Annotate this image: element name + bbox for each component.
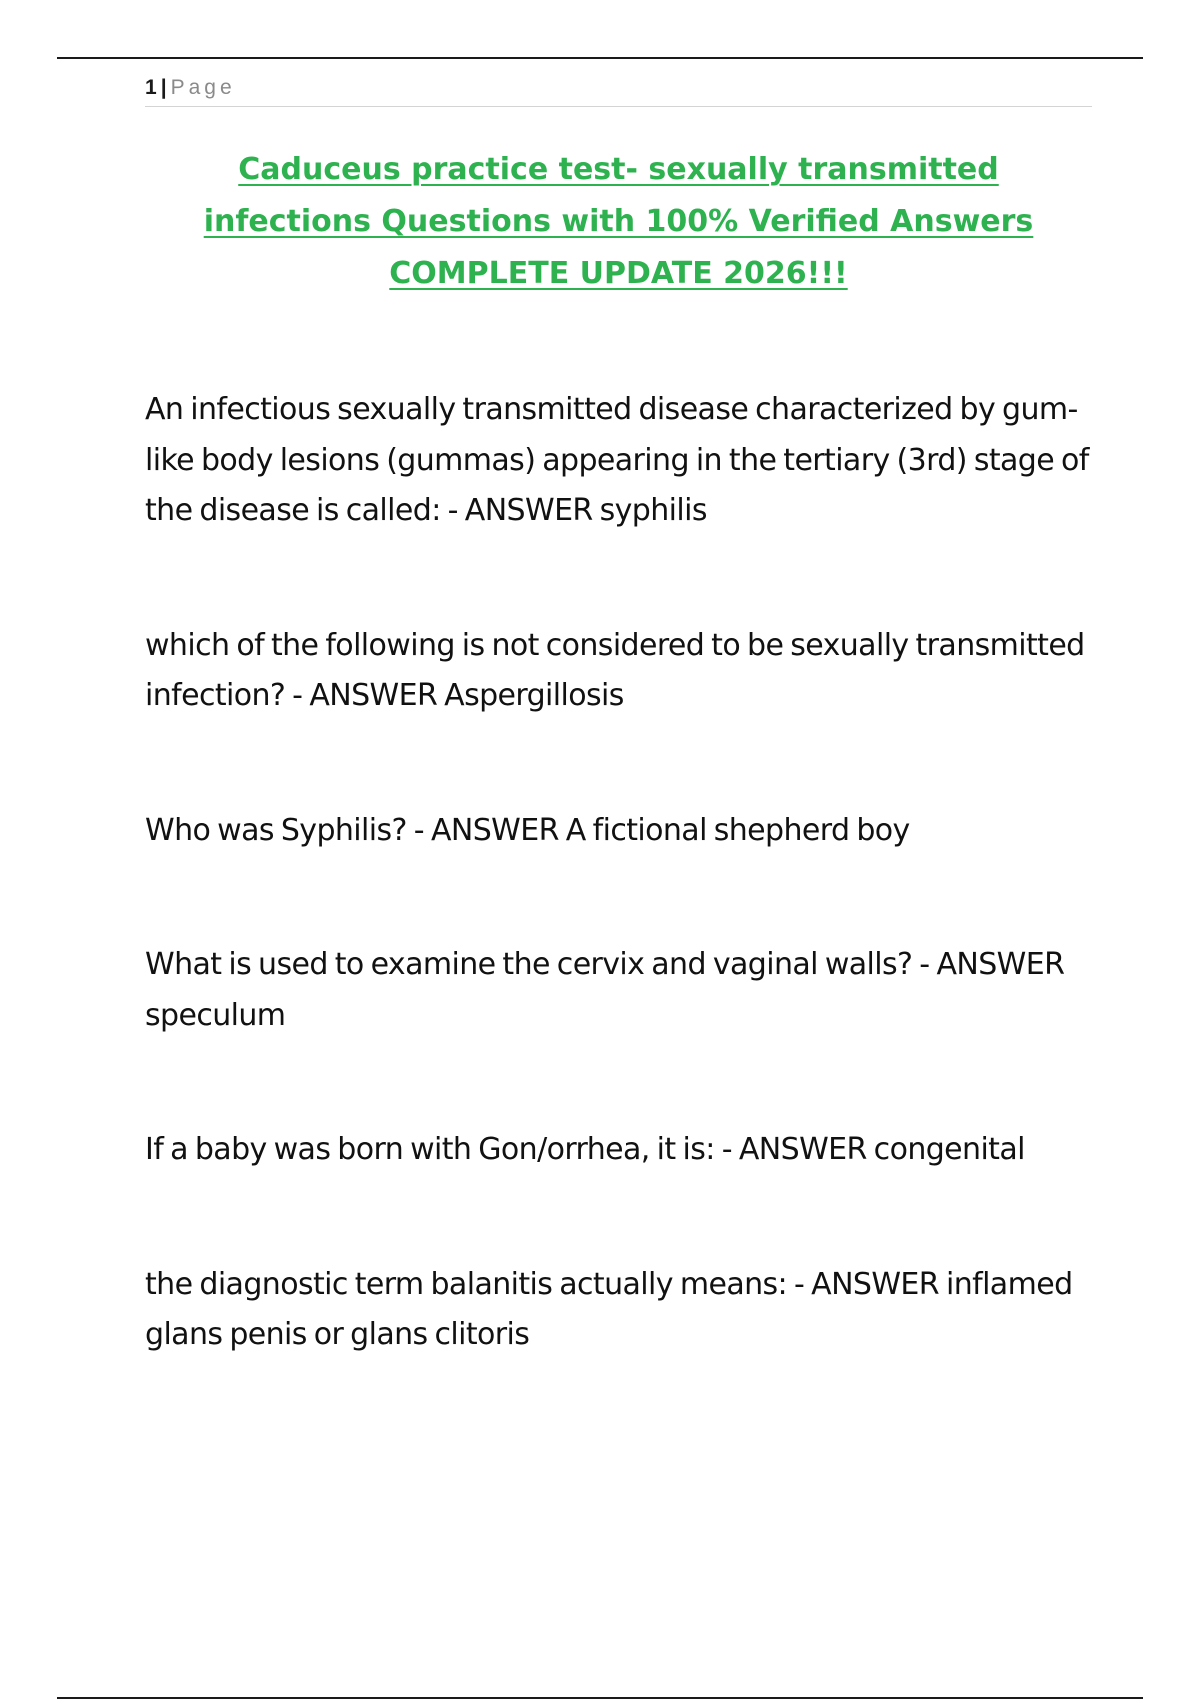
page-header <box>145 74 1092 107</box>
qa-item: the diagnostic term balanitis actually means: - ANSWER inflamed glans penis or glans clitoris <box>145 1266 1073 1352</box>
qa-item: which of the following is not considered to be sexually transmitted infection? - ANSWER Aspergillosis <box>145 627 1085 713</box>
title-line-1: Caduceus practice test- sexually transmitted <box>238 152 999 187</box>
title-line-3: COMPLETE UPDATE 2026!!! <box>389 256 848 291</box>
page-separator: | <box>160 76 167 99</box>
qa-item: Who was Syphilis? - ANSWER A fictional shepherd boy <box>145 812 910 848</box>
qa-item: If a baby was born with Gon/orrhea, it is: - ANSWER congenital <box>145 1132 1025 1167</box>
title-line-2: infections Questions with 100% Verified Answers <box>203 204 1034 239</box>
document-title <box>145 144 1092 300</box>
bottom-border-line <box>57 1697 1143 1699</box>
qa-item: An infectious sexually transmitted disease characterized by gum-like body lesions (gummas) appearing in the tertiary (3rd) stage of the disease is called: - ANSWER syphilis <box>145 392 1089 528</box>
top-border-line <box>57 57 1143 59</box>
page-label: Page <box>170 76 236 99</box>
question-answer-list <box>145 385 1090 1445</box>
qa-item: What is used to examine the cervix and vaginal walls? - ANSWER speculum <box>145 947 1065 1033</box>
page-number: 1 <box>145 76 157 99</box>
